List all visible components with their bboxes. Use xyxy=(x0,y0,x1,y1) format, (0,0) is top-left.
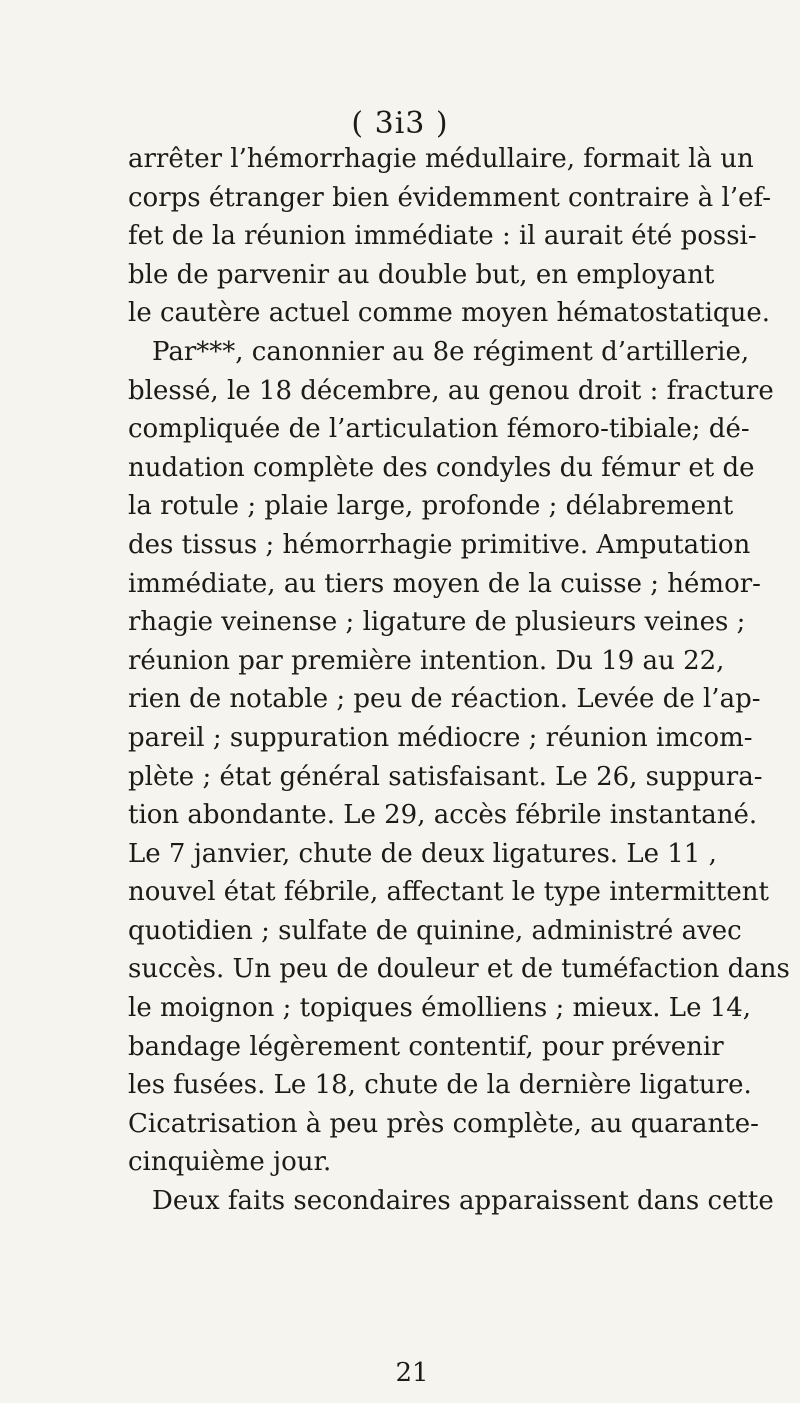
text-line: blessé, le 18 décembre, au genou droit : fracture xyxy=(128,375,774,406)
text-line: compliquée de l’articulation fémoro-tibiale; dé- xyxy=(128,414,750,445)
text-line: cinquième jour. xyxy=(128,1147,332,1178)
text-line: rien de notable ; peu de réaction. Levée de l’ap- xyxy=(128,684,761,715)
text-line: les fusées. Le 18, chute de la dernière ligature. xyxy=(128,1070,752,1101)
text-line: Deux faits secondaires apparaissent dans cette xyxy=(152,1186,774,1217)
signature-mark: 21 xyxy=(395,1358,429,1388)
text-line: bandage légèrement contentif, pour prévenir xyxy=(128,1031,724,1062)
text-line: corps étranger bien évidemment contraire à l’ef- xyxy=(128,182,772,213)
text-line: des tissus ; hémorrhagie primitive. Amputation xyxy=(128,529,751,560)
page-number: ( 3i3 ) xyxy=(351,106,449,141)
text-line: Par***, canonnier au 8e régiment d’artillerie, xyxy=(152,336,750,367)
text-line: immédiate, au tiers moyen de la cuisse ; hémor- xyxy=(128,568,761,599)
text-line: plète ; état général satisfaisant. Le 26, suppura- xyxy=(128,761,763,792)
text-line: nouvel état fébrile, affectant le type intermittent xyxy=(128,877,769,908)
body-text xyxy=(128,140,790,1221)
text-line: pareil ; suppuration médiocre ; réunion imcom- xyxy=(128,722,753,753)
text-line: Cicatrisation à peu près complète, au quarante- xyxy=(128,1108,759,1139)
text-line: le moignon ; topiques émolliens ; mieux. Le 14, xyxy=(128,993,752,1024)
text-line: rhagie veinense ; ligature de plusieurs veines ; xyxy=(128,607,746,638)
text-line: succès. Un peu de douleur et de tuméfaction dans xyxy=(128,954,790,985)
text-line: la rotule ; plaie large, profonde ; délabrement xyxy=(128,491,734,522)
text-line: quotidien ; sulfate de quinine, administré avec xyxy=(128,915,742,946)
text-line: arrêter l’hémorrhagie médullaire, formait là un xyxy=(128,144,754,174)
text-line: tion abondante. Le 29, accès fébrile instantané. xyxy=(128,800,758,831)
text-line: nudation complète des condyles du fémur et de xyxy=(128,452,755,483)
text-line: fet de la réunion immédiate : il aurait été possi- xyxy=(128,221,757,252)
text-line: ble de parvenir au double but, en employant xyxy=(128,259,715,290)
text-line: réunion par première intention. Du 19 au 22, xyxy=(128,645,725,676)
text-line: Le 7 janvier, chute de deux ligatures. Le 11 , xyxy=(128,838,717,869)
text-line: le cautère actuel comme moyen hématostatique. xyxy=(128,298,770,329)
